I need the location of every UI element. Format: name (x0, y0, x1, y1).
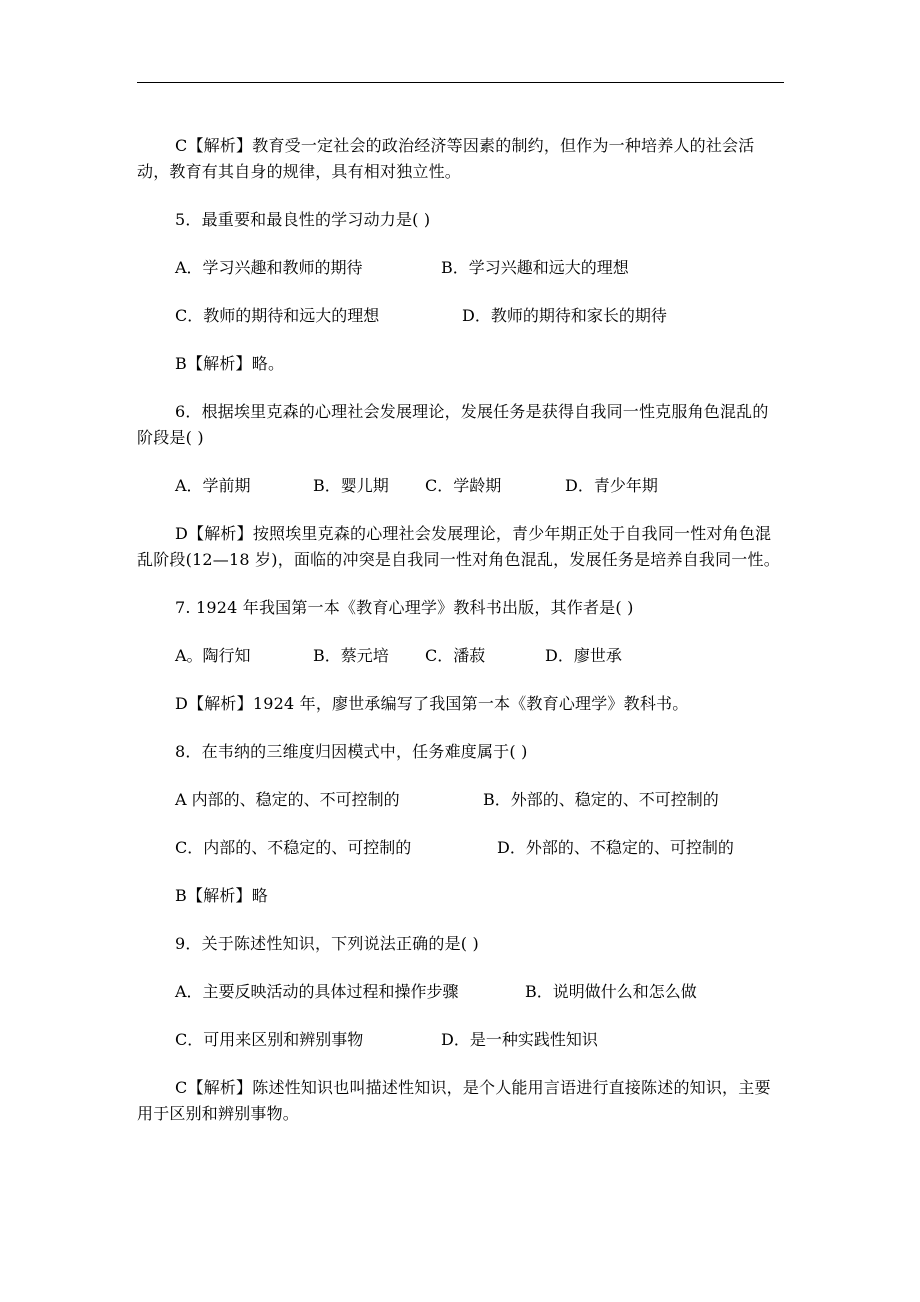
q8-answer: B【解析】略 (175, 886, 268, 905)
q5-question: 5．最重要和最良性的学习动力是( ) (175, 210, 431, 229)
q7-answer: D【解析】1924 年，廖世承编写了我国第一本《教育心理学》教科书。 (175, 694, 689, 713)
q5-options-row-1 (137, 255, 784, 281)
q5-option-c: C．教师的期待和远大的理想 (175, 306, 380, 325)
q7-option-c: C．潘菽 (425, 646, 486, 665)
q7-question: 7. 1924 年我国第一本《教育心理学》教科书出版，其作者是( ) (175, 598, 634, 617)
q9-question: 9．关于陈述性知识，下列说法正确的是( ) (175, 934, 479, 953)
q5-option-d: D．教师的期待和家长的期待 (462, 306, 667, 325)
q8-options-row-2 (137, 835, 784, 861)
q4-answer: C【解析】教育受一定社会的政治经济等因素的制约，但作为一种培养人的社会活动，教育有其自身的规律，具有相对独立性。 (137, 136, 755, 181)
q8-options-row-1 (137, 787, 784, 813)
q9-options-row-1 (137, 979, 784, 1005)
header-rule (137, 82, 784, 83)
q8-option-d: D．外部的、不稳定的、可控制的 (497, 838, 734, 857)
q6-options (137, 473, 784, 499)
q7-option-d: D．廖世承 (545, 646, 622, 665)
q9-option-b: B．说明做什么和怎么做 (525, 982, 697, 1001)
q6-answer: D【解析】按照埃里克森的心理社会发展理论，青少年期正处于自我同一性对角色混乱阶段(12—18 岁)，面临的冲突是自我同一性对角色混乱，发展任务是培养自我同一性。 (137, 524, 780, 569)
q7-options (137, 643, 784, 669)
q6-option-b: B．婴儿期 (313, 476, 389, 495)
q9-answer: C【解析】陈述性知识也叫描述性知识，是个人能用言语进行直接陈述的知识，主要用于区别和辨别事物。 (137, 1078, 771, 1123)
q7-option-b: B．蔡元培 (313, 646, 389, 665)
document-content (137, 133, 784, 1149)
q9-options-row-2 (137, 1027, 784, 1053)
q5-option-a: A．学习兴趣和教师的期待 (175, 258, 363, 277)
q5-options-row-2 (137, 303, 784, 329)
q7-option-a: A。陶行知 (175, 646, 251, 665)
q6-option-d: D．青少年期 (565, 476, 658, 495)
q9-option-a: A．主要反映活动的具体过程和操作步骤 (175, 982, 459, 1001)
q6-option-c: C．学龄期 (425, 476, 502, 495)
q8-option-b: B．外部的、稳定的、不可控制的 (483, 790, 719, 809)
q5-answer: B【解析】略。 (175, 354, 285, 373)
q9-option-c: C．可用来区别和辨别事物 (175, 1030, 364, 1049)
q8-question: 8．在韦纳的三维度归因模式中，任务难度属于( ) (175, 742, 528, 761)
q6-question: 6．根据埃里克森的心理社会发展理论，发展任务是获得自我同一性克服角色混乱的阶段是( ) (137, 402, 769, 447)
q8-option-c: C．内部的、不稳定的、可控制的 (175, 838, 412, 857)
q8-option-a: A 内部的、稳定的、不可控制的 (175, 790, 400, 809)
q6-option-a: A．学前期 (175, 476, 251, 495)
q9-option-d: D．是一种实践性知识 (441, 1030, 598, 1049)
q5-option-b: B．学习兴趣和远大的理想 (441, 258, 629, 277)
